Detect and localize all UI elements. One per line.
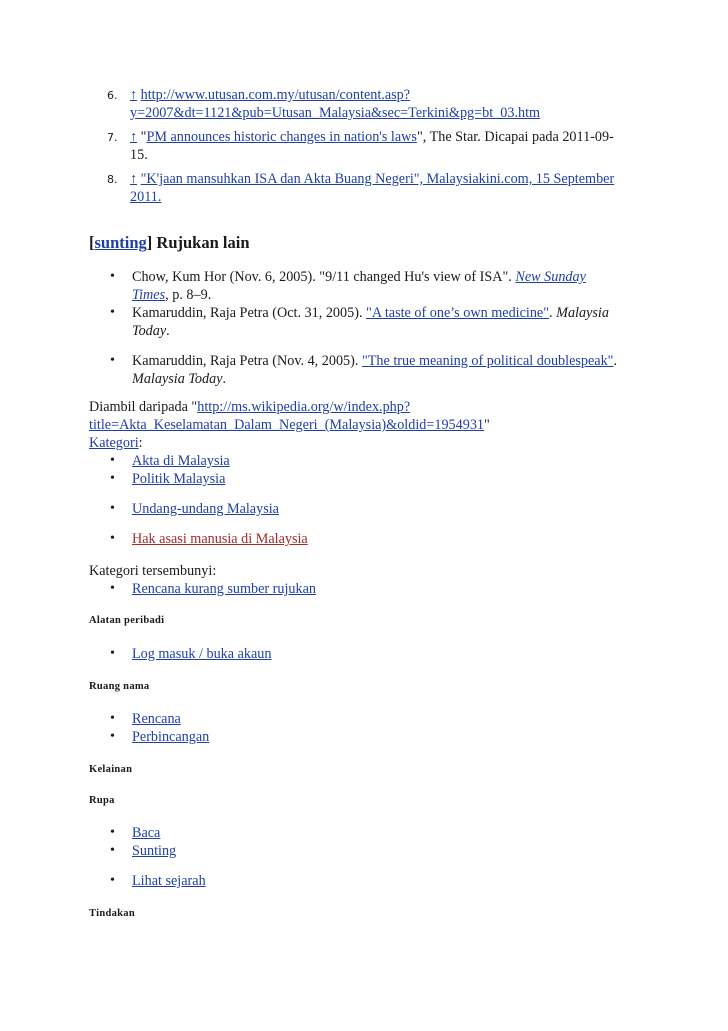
bullet-icon: • — [110, 501, 115, 516]
category-link[interactable]: Politik Malaysia — [132, 471, 226, 487]
bullet-icon: • — [110, 873, 115, 888]
reference-item — [0, 86, 640, 122]
categories-list — [0, 452, 728, 548]
backlink-arrow[interactable]: ↑ — [130, 87, 138, 103]
reference-item — [0, 170, 640, 206]
views-heading: Rupa — [89, 795, 115, 806]
reference-item: 7. ↑ "PM announces historic changes in nation's laws", The Star. Dicapai pada 2011-09- 15. — [107, 129, 614, 163]
list-item: • Chow, Kum Hor (Nov. 6, 2005). "9/11 changed Hu's view of ISA". New Sunday Times, p. 8–9. — [110, 269, 586, 303]
reference-list — [0, 86, 728, 212]
list-item: • Kamaruddin, Raja Petra (Oct. 31, 2005). "A taste of one’s own medicine". Malaysia Today. — [110, 305, 609, 339]
permanent-link[interactable]: http://ms.wikipedia.org/w/index.php? title=Akta_Keselamatan_Dalam_Negeri_(Malaysia)&oldid=1954931 — [89, 399, 485, 433]
retrieved-from: Diambil daripada "http://ms.wikipedia.org/w/index.php? title=Akta_Keselamatan_Dalam_Negeri_(Malaysia)&oldid=1954931" — [89, 399, 490, 433]
list-item — [0, 728, 644, 746]
namespaces-list — [0, 710, 728, 746]
bullet-icon: • — [110, 825, 115, 840]
categories-link[interactable]: Kategori — [89, 435, 139, 451]
bullet-icon: • — [110, 729, 115, 744]
citation-link[interactable]: "The true meaning of political doublespeak" — [361, 353, 614, 369]
list-item — [0, 580, 644, 598]
bullet-icon: • — [110, 531, 115, 546]
namespaces-heading: Ruang nama — [89, 681, 150, 692]
login-link[interactable]: Log masuk / buka akaun — [132, 646, 272, 662]
tab-discussion[interactable]: Perbincangan — [132, 729, 210, 745]
edit-section-link[interactable]: sunting — [94, 233, 147, 252]
category-link[interactable]: Rencana kurang sumber rujukan — [132, 581, 316, 597]
personal-tools-heading: Alatan peribadi — [89, 615, 165, 626]
variants-heading: Kelainan — [89, 764, 133, 775]
views-list — [0, 824, 728, 890]
bullet-icon: • — [110, 269, 115, 284]
bullet-icon: • — [110, 711, 115, 726]
list-item — [0, 500, 644, 518]
list-item — [0, 842, 644, 860]
reference-link[interactable]: "K'jaan mansuhkan ISA dan Akta Buang Negeri", Malaysiakini.com, 15 September 2011. — [130, 171, 615, 205]
tab-article[interactable]: Rencana — [132, 711, 181, 727]
bullet-icon: • — [110, 453, 115, 468]
citation-link[interactable]: "A taste of one’s own medicine" — [366, 305, 550, 321]
reference-link[interactable]: http://www.utusan.com.my/utusan/content.asp? y=2007&dt=1121&pub=Utusan_Malaysia&sec=Terkini&pg=bt_03.htm — [130, 87, 541, 121]
tab-edit[interactable]: Sunting — [132, 843, 177, 859]
bullet-icon: • — [110, 843, 115, 858]
category-link[interactable]: Undang-undang Malaysia — [132, 501, 279, 517]
reference-link[interactable]: PM announces historic changes in nation's laws — [146, 129, 417, 145]
list-item — [0, 452, 644, 470]
reference-number: 8. — [107, 173, 118, 186]
bullet-icon: • — [110, 646, 115, 661]
list-item — [0, 824, 644, 842]
list-item — [0, 710, 644, 728]
section-heading: [sunting] Rujukan lain — [89, 233, 250, 252]
category-link[interactable]: Akta di Malaysia — [132, 453, 230, 469]
reference-number: 6. — [107, 89, 118, 102]
other-references-list — [0, 268, 728, 388]
personal-tools-list — [0, 645, 728, 663]
list-item: • Kamaruddin, Raja Petra (Nov. 4, 2005). "The true meaning of political doublespeak". Malaysia Today. — [110, 353, 618, 387]
category-link-missing[interactable]: Hak asasi manusia di Malaysia — [132, 531, 308, 547]
list-item — [0, 530, 644, 548]
bullet-icon: • — [110, 353, 115, 368]
actions-heading: Tindakan — [89, 908, 135, 919]
backlink-arrow[interactable]: ↑ — [130, 129, 138, 145]
list-item — [0, 645, 644, 663]
bullet-icon: • — [110, 581, 115, 596]
tab-read[interactable]: Baca — [132, 825, 161, 841]
categories-label: Kategori: — [89, 435, 143, 451]
list-item — [0, 872, 644, 890]
bullet-icon: • — [110, 471, 115, 486]
bullet-icon: • — [110, 305, 115, 320]
backlink-arrow[interactable]: ↑ — [130, 171, 138, 187]
tab-history[interactable]: Lihat sejarah — [132, 873, 206, 889]
reference-number: 7. — [107, 131, 118, 144]
list-item — [0, 470, 644, 488]
hidden-categories-list — [0, 580, 728, 598]
hidden-categories-label: Kategori tersembunyi: — [89, 563, 217, 579]
citation-link[interactable]: New Sunday Times — [132, 269, 586, 303]
